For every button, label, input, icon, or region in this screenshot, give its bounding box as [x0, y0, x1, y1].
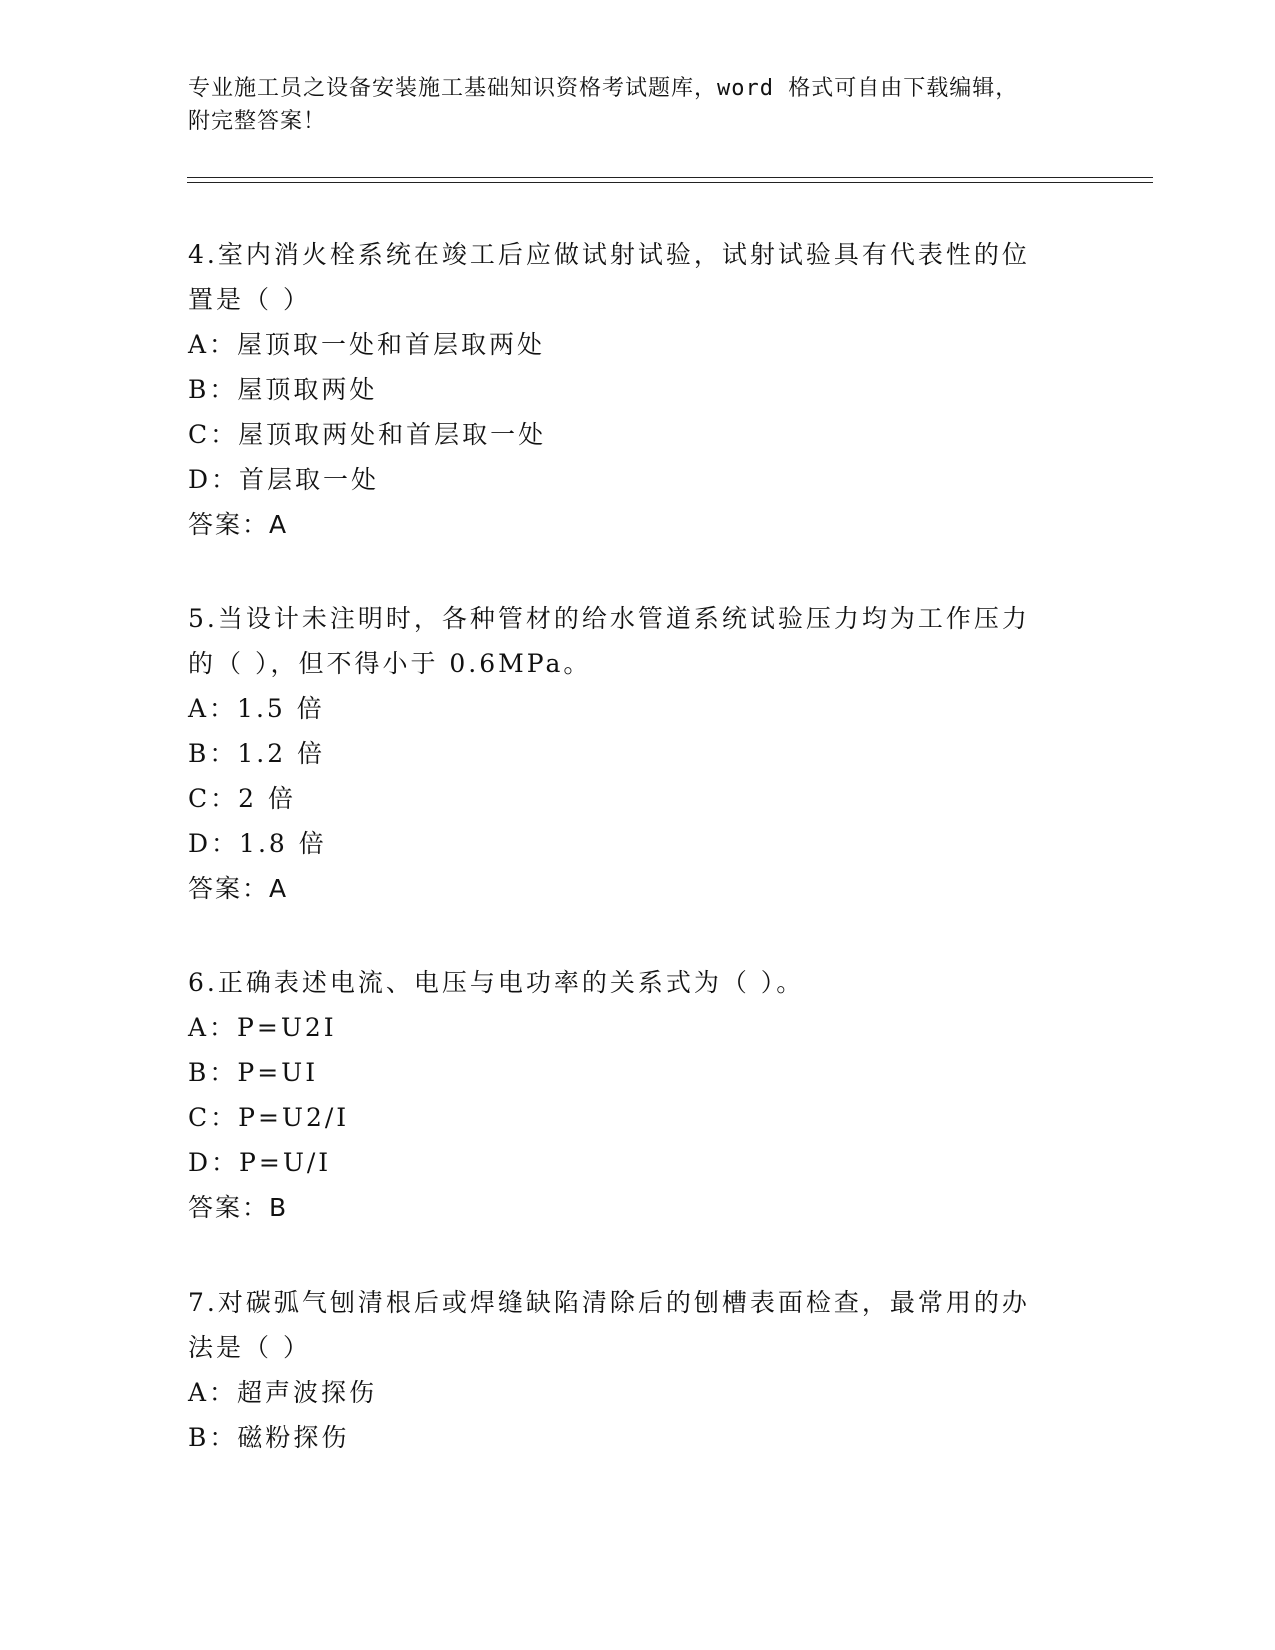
option-b: B：磁粉探伤 — [188, 1423, 350, 1452]
option-c: C：P=U2/I — [188, 1103, 350, 1132]
option-b: B：屋顶取两处 — [188, 375, 378, 404]
answer: 答案：A — [188, 510, 289, 539]
document-header — [188, 72, 1088, 138]
question-6 — [188, 960, 1088, 1230]
question-stem-line: 的（ ），但不得小于 0.6MPa。 — [188, 649, 592, 678]
option-d: D：1.8 倍 — [188, 829, 327, 858]
option-d: D：首层取一处 — [188, 465, 380, 494]
question-stem-line: 6.正确表述电流、电压与电功率的关系式为（ ）。 — [188, 968, 805, 997]
option-a: A：屋顶取一处和首层取两处 — [188, 330, 546, 359]
question-5 — [188, 596, 1088, 911]
question-stem-line: 5.当设计未注明时，各种管材的给水管道系统试验压力均为工作压力 — [188, 604, 1030, 633]
header-line-1: 专业施工员之设备安装施工基础知识资格考试题库，word 格式可自由下载编辑， — [188, 76, 1019, 101]
option-c: C：2 倍 — [188, 784, 296, 813]
header-divider-bottom — [187, 182, 1153, 183]
header-line-2: 附完整答案！ — [188, 109, 327, 134]
option-a: A：1.5 倍 — [188, 694, 325, 723]
question-stem-line: 4.室内消火栓系统在竣工后应做试射试验，试射试验具有代表性的位 — [188, 240, 1030, 269]
option-a: A：P=U2I — [188, 1013, 337, 1042]
answer: 答案：B — [188, 1193, 289, 1222]
question-stem-line: 置是（ ） — [188, 285, 311, 314]
option-b: B：1.2 倍 — [188, 739, 326, 768]
option-a: A：超声波探伤 — [188, 1378, 378, 1407]
option-c: C：屋顶取两处和首层取一处 — [188, 420, 547, 449]
header-divider-top — [187, 177, 1153, 178]
answer: 答案：A — [188, 874, 289, 903]
question-stem-line: 法是（ ） — [188, 1333, 311, 1362]
question-stem-line: 7.对碳弧气刨清根后或焊缝缺陷清除后的刨槽表面检查，最常用的办 — [188, 1288, 1030, 1317]
option-b: B：P=UI — [188, 1058, 319, 1087]
question-7 — [188, 1280, 1088, 1460]
question-4 — [188, 232, 1088, 547]
option-d: D：P=U/I — [188, 1148, 332, 1177]
